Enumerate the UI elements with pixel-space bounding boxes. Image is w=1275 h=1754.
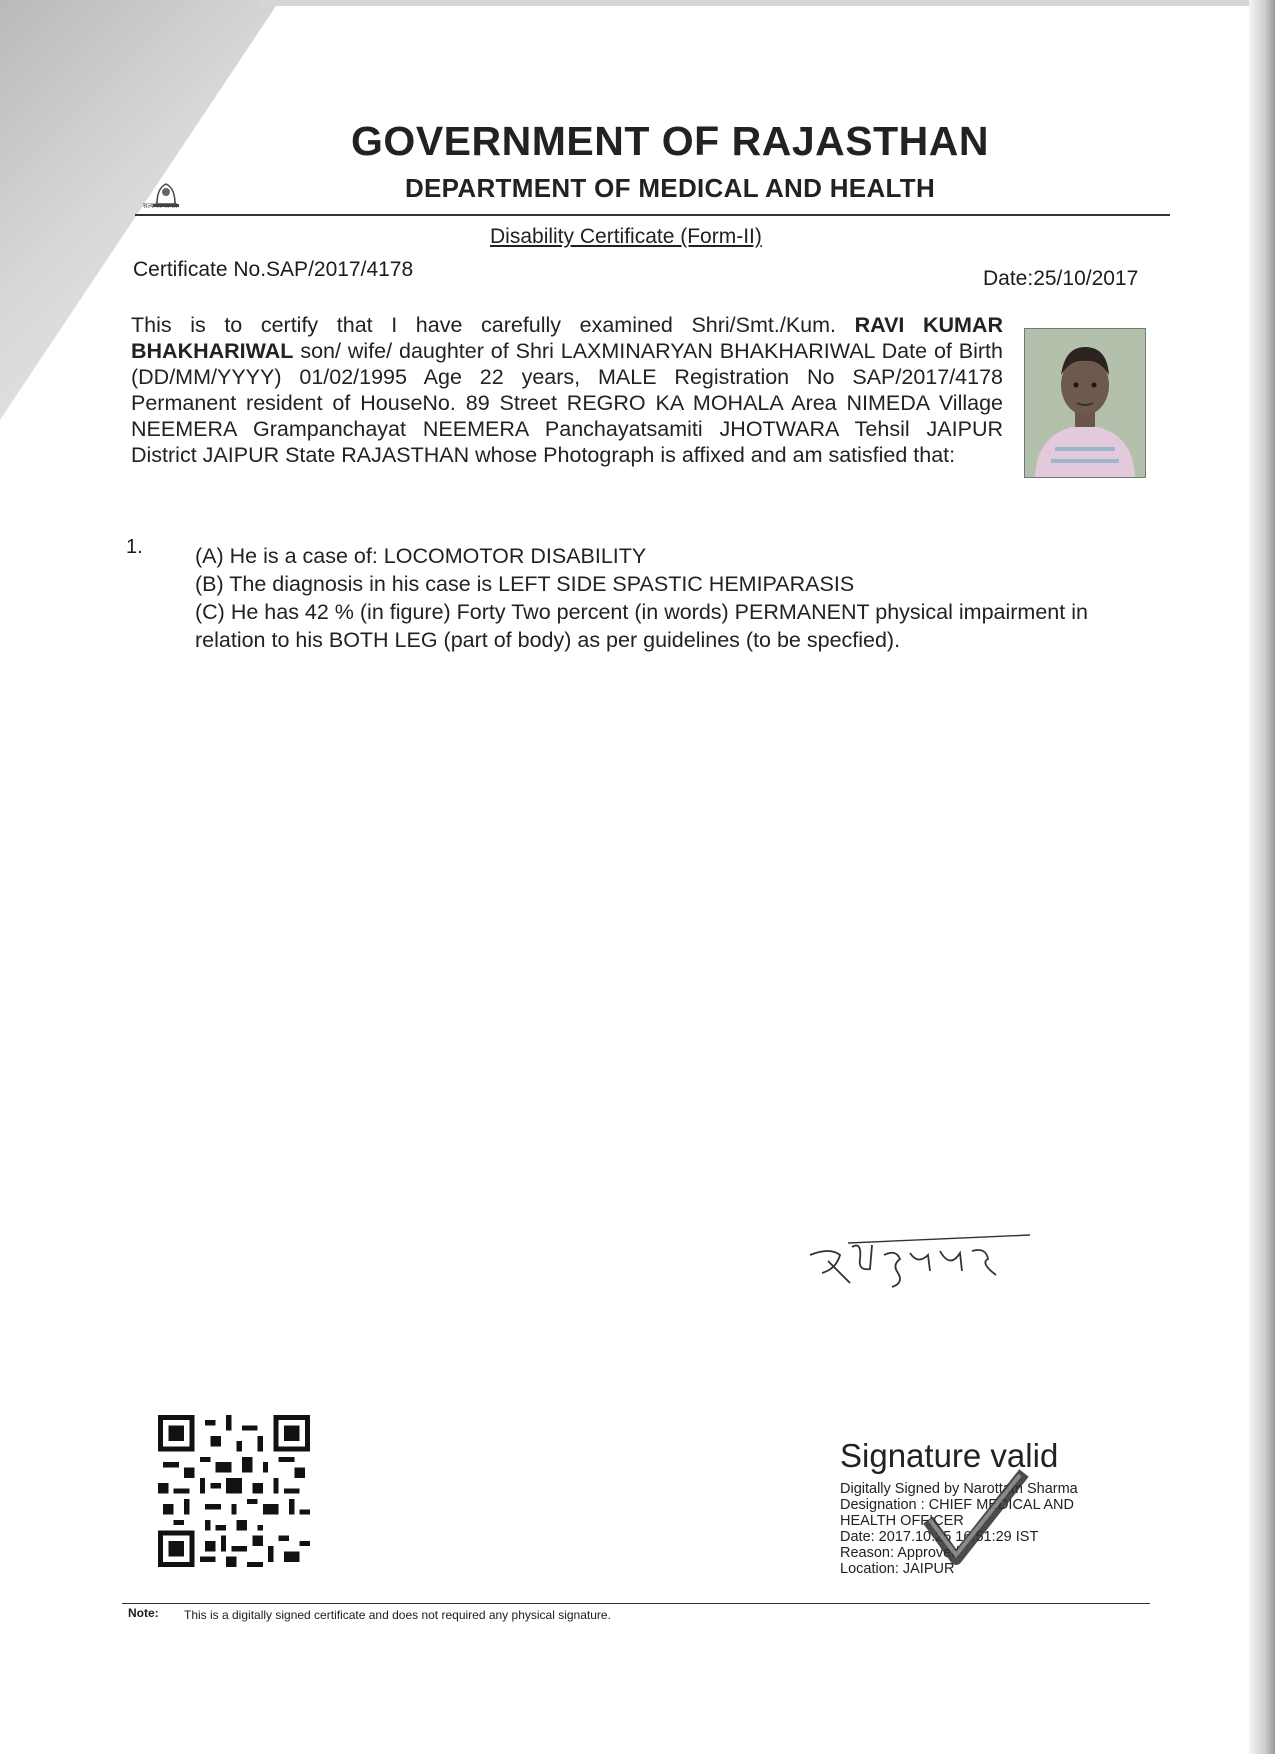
scan-right-edge <box>1249 0 1275 1754</box>
signature-status: Signature valid <box>840 1437 1059 1474</box>
designation-line-2: HEALTH OFFICER <box>840 1513 964 1529</box>
patient-name: RAVI KUMAR BHAKHARIWAL <box>131 313 1003 363</box>
note-text: This is a digitally signed certificate and does not required any physical signature. <box>184 1608 611 1622</box>
signature-valid-check-icon <box>920 1465 1030 1575</box>
scan-top-edge <box>260 0 1260 6</box>
department-title: DEPARTMENT OF MEDICAL AND HEALTH <box>404 173 936 203</box>
signature-date-line: Date: 2017.10.25 16:51:29 IST <box>840 1529 1039 1545</box>
findings-list <box>195 542 1135 654</box>
emblem-caption: सत्यमेव जयते <box>143 203 178 210</box>
qr-code[interactable] <box>158 1415 310 1567</box>
designation-line: Designation : CHIEF MEDICAL AND <box>840 1497 1074 1513</box>
certificate-header <box>290 118 1050 204</box>
intro-text: This is to certify that I have carefully examined Shri/Smt./Kum. <box>131 313 837 337</box>
patient-photo <box>1024 328 1146 478</box>
signer-line: Digitally Signed by Narottam Sharma <box>840 1481 1078 1497</box>
finding-c: (C) He has 42 % (in figure) Forty Two percent (in words) PERMANENT physical impairment in relation to his BOTH LEG (part of body) as per guidelines (to be specfied). <box>195 600 1088 652</box>
note-label: Note: <box>128 1606 159 1620</box>
footer-divider <box>122 1603 1150 1604</box>
reason-line: Reason: Approved <box>840 1545 960 1561</box>
location-line: Location: JAIPUR <box>840 1561 955 1577</box>
finding-number: 1. <box>126 536 143 558</box>
header-divider <box>135 214 1170 216</box>
government-title: GOVERNMENT OF RAJASTHAN <box>351 118 989 164</box>
finding-a: (A) He is a case of: LOCOMOTOR DISABILITY <box>195 544 647 568</box>
finding-b: (B) The diagnosis in his case is LEFT SIDE SPASTIC HEMIPARASIS <box>195 572 855 596</box>
patient-details: son/ wife/ daughter of Shri LAXMINARYAN BHAKHARIWAL Date of Birth (DD/MM/YYYY) 01/02/1995 Age 22 years, MALE Registration No SAP/2017/4178 Permanent resident of HouseNo. 89 Street REGRO KA MOHALA Area NIMEDA Village NEEMERA Grampanchayat NEEMERA Panchayatsamiti JHOTWARA Tehsil JAIPUR District JAIPUR State RAJASTHAN whose Photograph is affixed and am satisfied that: <box>131 339 1003 467</box>
certification-paragraph <box>131 312 1003 468</box>
handwritten-signature <box>800 1225 1040 1305</box>
certificate-date: Date:25/10/2017 <box>983 267 1139 290</box>
form-title: Disability Certificate (Form-II) <box>490 225 762 248</box>
certificate-number: Certificate No.SAP/2017/4178 <box>133 258 414 281</box>
